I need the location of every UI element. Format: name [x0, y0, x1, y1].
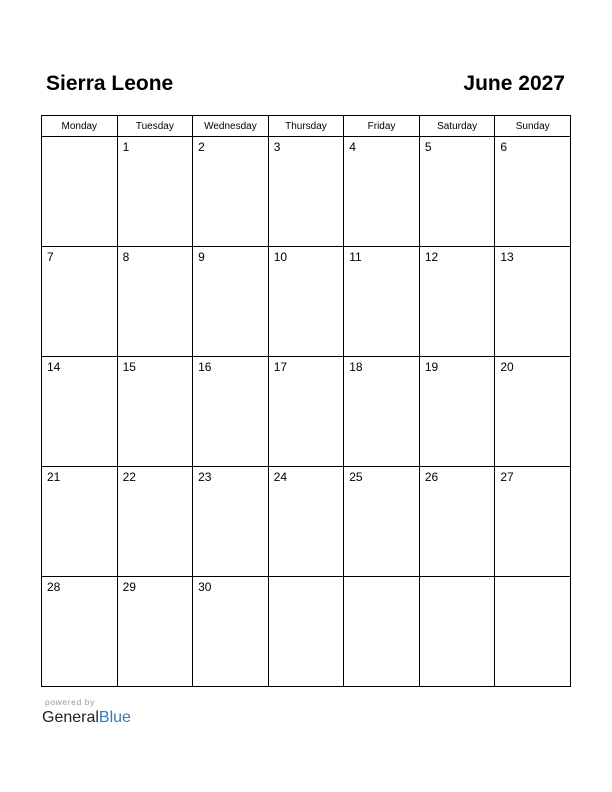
- day-cell: [419, 467, 495, 577]
- day-number: [495, 577, 570, 580]
- month-year-title: June 2027: [463, 72, 565, 95]
- week-row: [42, 137, 571, 247]
- day-number: 15: [122, 360, 136, 374]
- week-row: [42, 467, 571, 577]
- day-number: [420, 577, 495, 580]
- day-cell: [495, 577, 571, 687]
- day-cell: [193, 577, 269, 687]
- day-number: 27: [500, 470, 514, 484]
- day-number: 1: [122, 140, 130, 154]
- calendar-grid: [41, 115, 571, 687]
- day-cell: [42, 357, 118, 467]
- day-cell: [419, 357, 495, 467]
- day-cell: [268, 577, 344, 687]
- day-cell: [42, 137, 118, 247]
- country-title: Sierra Leone: [46, 72, 174, 95]
- day-number: 19: [424, 360, 439, 374]
- weekday-monday: Monday: [42, 116, 118, 137]
- weekday-wednesday: Wednesday: [193, 116, 269, 137]
- day-number: 20: [500, 360, 514, 374]
- day-cell: [495, 137, 571, 247]
- week-row: [42, 247, 571, 357]
- day-cell: [42, 577, 118, 687]
- day-number: 4: [349, 140, 356, 154]
- day-cell: [495, 247, 571, 357]
- day-number: [269, 577, 344, 580]
- day-cell: [419, 247, 495, 357]
- weekday-tuesday: Tuesday: [117, 116, 193, 137]
- day-number: 11: [349, 250, 362, 264]
- day-cell: [193, 357, 269, 467]
- weekday-header-row: [42, 116, 571, 137]
- day-cell: [42, 247, 118, 357]
- day-number: 23: [198, 470, 212, 484]
- day-cell: [117, 137, 193, 247]
- day-number: 13: [500, 250, 514, 264]
- day-number: 14: [47, 360, 61, 374]
- day-cell: [344, 467, 420, 577]
- day-number: 6: [500, 140, 508, 154]
- day-number: [344, 577, 419, 580]
- week-row: [42, 357, 571, 467]
- day-cell: [117, 467, 193, 577]
- day-number: 22: [122, 470, 136, 484]
- day-cell: [193, 137, 269, 247]
- day-cell: [344, 357, 420, 467]
- day-cell: [193, 467, 269, 577]
- weekday-thursday: Thursday: [268, 116, 344, 137]
- day-number: 30: [198, 580, 212, 594]
- day-cell: [268, 357, 344, 467]
- day-cell: [495, 467, 571, 577]
- day-number: 5: [424, 140, 432, 154]
- logo-word-blue: Blue: [98, 709, 131, 726]
- weekday-friday: Friday: [344, 116, 420, 137]
- day-number: 3: [273, 140, 281, 154]
- day-number: 12: [424, 250, 439, 264]
- day-number: 2: [198, 140, 205, 154]
- day-cell: [419, 577, 495, 687]
- day-cell: [344, 137, 420, 247]
- day-number: 26: [424, 470, 439, 484]
- day-number: 21: [47, 470, 61, 484]
- day-number: 7: [47, 250, 54, 264]
- day-cell: [117, 357, 193, 467]
- day-cell: [117, 247, 193, 357]
- day-number: 10: [273, 250, 288, 264]
- day-cell: [268, 137, 344, 247]
- day-cell: [419, 137, 495, 247]
- day-cell: [268, 467, 344, 577]
- day-number: 9: [198, 250, 205, 264]
- week-row: [42, 577, 571, 687]
- day-cell: [344, 577, 420, 687]
- powered-by-label: powered by: [45, 697, 95, 707]
- day-number: 28: [47, 580, 61, 594]
- day-number: 25: [349, 470, 363, 484]
- day-number: 8: [122, 250, 130, 264]
- day-number: 17: [273, 360, 288, 374]
- weekday-saturday: Saturday: [419, 116, 495, 137]
- weekday-sunday: Sunday: [495, 116, 571, 137]
- day-cell: [268, 247, 344, 357]
- day-number: 16: [198, 360, 212, 374]
- day-number: [42, 137, 117, 140]
- generalblue-logo[interactable]: [42, 708, 131, 728]
- day-cell: [495, 357, 571, 467]
- day-cell: [42, 467, 118, 577]
- day-cell: [344, 247, 420, 357]
- day-number: 18: [349, 360, 363, 374]
- day-cell: [117, 577, 193, 687]
- logo-word-general: General: [42, 709, 99, 726]
- day-cell: [193, 247, 269, 357]
- day-number: 29: [122, 580, 136, 594]
- day-number: 24: [273, 470, 288, 484]
